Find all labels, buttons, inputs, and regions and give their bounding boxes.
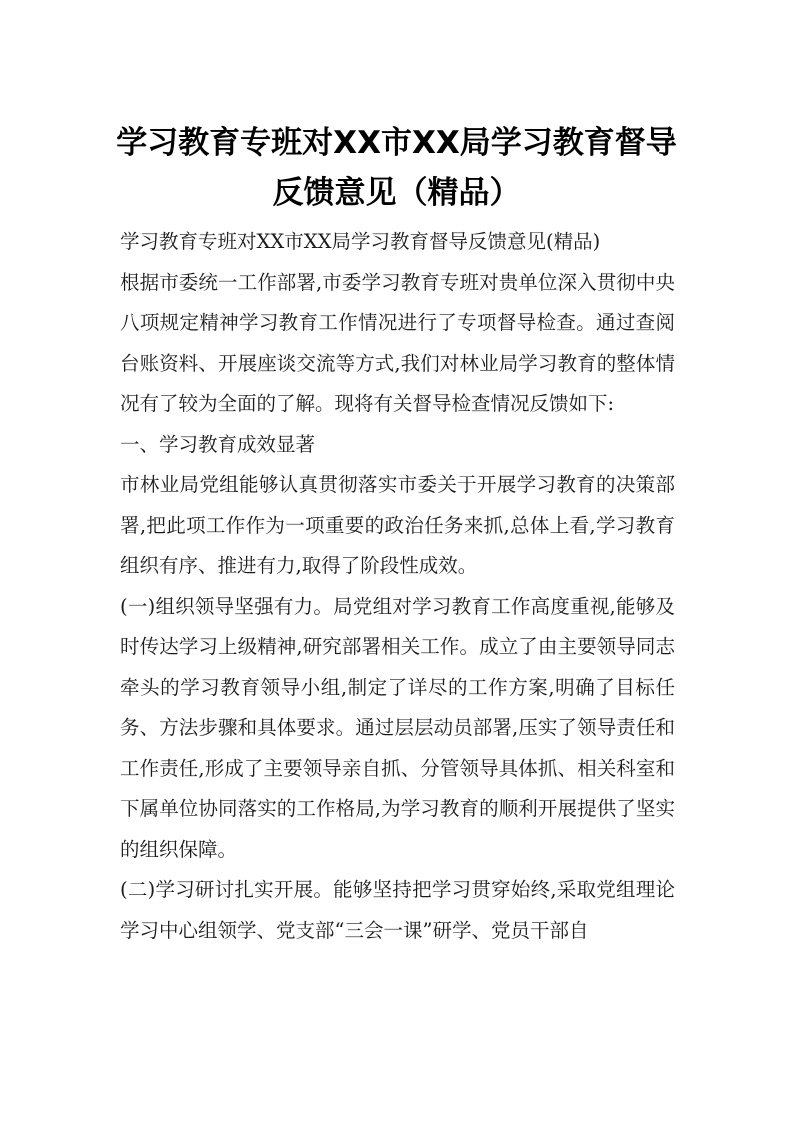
paragraph-study: (二)学习研讨扎实开展。能够坚持把学习贯穿始终,采取党组理论学习中心组领学、党支部“三会一课”研学、党员干部自	[120, 878, 675, 942]
document-title: 学习教育专班对XX市XX局学习教育督导反馈意见（精品）	[116, 125, 677, 211]
section-heading-1: 一、学习教育成效显著	[120, 432, 316, 456]
paragraph-overview: 市林业局党组能够认真贯彻落实市委关于开展学习教育的决策部署,把此项工作作为一项重要的政治任务来抓,总体上看,学习教育组织有序、推进有力,取得了阶段性成效。	[120, 473, 675, 577]
paragraph-basis: 根据市委统一工作部署,市委学习教育专班对贵单位深入贯彻中央八项规定精神学习教育工作情况进行了专项督导检查。通过查阅台账资料、开展座谈交流等方式,我们对林业局学习教育的整体情况有了较为全面的了解。现将有关督导检查情况反馈如下:	[120, 270, 675, 415]
paragraph-organization: (一)组织领导坚强有力。局党组对学习教育工作高度重视,能够及时传达学习上级精神,研究部署相关工作。成立了由主要领导同志牵头的学习教育领导小组,制定了详尽的工作方案,明确了目标任务、方法步骤和具体要求。通过层层动员部署,压实了领导责任和工作责任,形成了主要领导亲自抓、分管领导具体抓、相关科室和下属单位协同落实的工作格局,为学习教育的顺利开展提供了坚实的组织保障。	[120, 594, 675, 861]
paragraph-intro-title: 学习教育专班对XX市XX局学习教育督导反馈意见(精品)	[120, 230, 601, 253]
document-body	[120, 222, 675, 951]
